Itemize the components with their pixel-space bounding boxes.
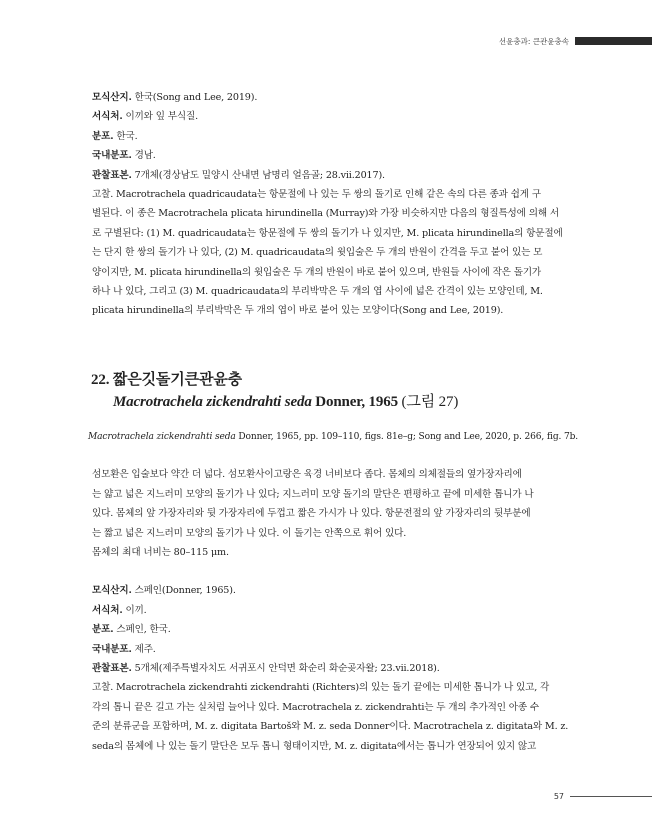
domestic-distribution: 국내분포. 경남. <box>92 150 156 162</box>
max-width-note: 몸체의 최대 너비는 80–115 μm. <box>92 546 229 558</box>
scientific-name: Macrotrachela zickendrahti seda <box>113 393 312 410</box>
page-number: 57 <box>553 792 564 801</box>
citation: Macrotrachela zickendrahti seda Donner, 1965, pp. 109–110, figs. 81e–g; Song and Lee, 2020, p. 266, fig. 7b. <box>88 430 579 442</box>
figure-ref: (그림 27) <box>397 393 459 410</box>
author: Donner, 1965 <box>311 393 398 410</box>
specimens-examined: 관찰표본. 5개체(제주특별자치도 서귀포시 안덕면 화순리 화순곶자왈; 23.vii.2018). <box>92 662 440 674</box>
habitat: 서식처. 이끼와 잎 부식질. <box>92 111 198 123</box>
remarks-1 <box>92 185 582 321</box>
type-locality: 모식산지. 한국(Song and Lee, 2019). <box>92 92 258 103</box>
page-footer <box>554 792 652 801</box>
distribution: 분포. 한국. <box>92 130 138 142</box>
remarks-2 <box>92 678 582 756</box>
header-bar <box>575 37 652 45</box>
habitat: 서식처. 이끼. <box>92 604 147 616</box>
remarks-line: seda의 몸체에 나 있는 돌기 말단은 모두 톱니 형태이지만, M. z. digitata에서는 톱니가 연장되어 있지 않고 <box>92 740 537 752</box>
description-line: 있다. 몸체의 앞 가장자리와 뒷 가장자리에 두껍고 짧은 가시가 나 있다. 항문전절의 앞 가장자리의 뒷부분에 <box>92 508 531 520</box>
remarks-line: 양이지만, M. plicata hirundinella의 윗입술은 두 개의 반원이 바로 붙어 있으며, 반원들 사이에 작은 돌기가 <box>92 266 542 278</box>
description-line: 섬모환은 입술보다 약간 더 넓다. 섬모환사이고랑은 육경 너비보다 좁다. 몸체의 의체절들의 옆가장자리에 <box>92 469 522 481</box>
specimens-examined: 관찰표본. 7개체(경상남도 밀양시 산내면 남명리 얼음골; 28.vii.2017). <box>92 169 385 181</box>
remarks-line: 하나 나 있다, 그리고 (3) M. quadricaudata의 부리박막은 두 개의 엽 사이에 넓은 간격이 있는 모양인데, M. <box>92 286 543 298</box>
remarks-line: 고찰. Macrotrachela zickendrahti zickendrahti (Richters)의 있는 돌기 끝에는 미세한 톱니가 나 있고, 각 <box>92 682 550 694</box>
running-header <box>499 36 652 46</box>
distribution: 분포. 스페인, 한국. <box>92 624 171 636</box>
remarks-line: 각의 톱니 끝은 길고 가는 실처럼 늘어나 있다. Macrotrachela z. zickendrahti는 두 개의 추가적인 아종 수 <box>92 701 540 713</box>
remarks-line: 는 단지 한 쌍의 돌기가 나 있다, (2) M. quadricaudata의 윗입술은 두 개의 반원이 간격을 두고 붙어 있는 모 <box>92 247 543 259</box>
species-heading <box>91 369 582 391</box>
domestic-distribution: 국내분포. 제주. <box>92 643 156 655</box>
remarks-line: 준의 분류군을 포함하며, M. z. digitata Bartoš와 M. z. seda Donner이다. Macrotrachela z. digitata와 M. z. <box>92 721 569 733</box>
remarks-line: 고찰. Macrotrachela quadricaudata는 항문절에 나 있는 두 쌍의 돌기로 인해 같은 속의 다른 종과 쉽게 구 <box>92 189 541 201</box>
description <box>92 465 582 562</box>
remarks-line: plicata hirundinella의 부리박막은 두 개의 엽이 바로 붙어 있는 모양이다(Song and Lee, 2019). <box>92 305 504 317</box>
description-line: 는 짧고 넓은 지느러미 모양의 돌기가 나 있다. 이 돌기는 안쪽으로 휘어 있다. <box>92 527 407 539</box>
running-title: 선윤충과: 큰관윤충속 <box>498 36 569 46</box>
species-number: 22. <box>91 371 110 388</box>
page-body <box>88 88 582 756</box>
remarks-line: 별된다. 이 종은 Macrotrachela plicata hirundinella (Murray)와 가장 비슷하지만 다음의 형질특성에 의해 서 <box>92 208 559 220</box>
footer-rule <box>570 796 652 797</box>
remarks-line: 로 구별된다: (1) M. quadricaudata는 항문절에 두 쌍의 돌기가 나 있지만, M. plicata hirundinella의 항문절에 <box>92 227 563 239</box>
species-scientific-heading <box>91 391 582 413</box>
description-line: 는 얇고 넓은 지느러미 모양의 돌기가 나 있다; 지느러미 모양 돌기의 말단은 편평하고 끝에 미세한 톱니가 나 <box>92 488 534 500</box>
species-korean-name: 짧은깃돌기큰관윤충 <box>109 371 242 388</box>
type-locality: 모식산지. 스페인(Donner, 1965). <box>92 585 236 597</box>
